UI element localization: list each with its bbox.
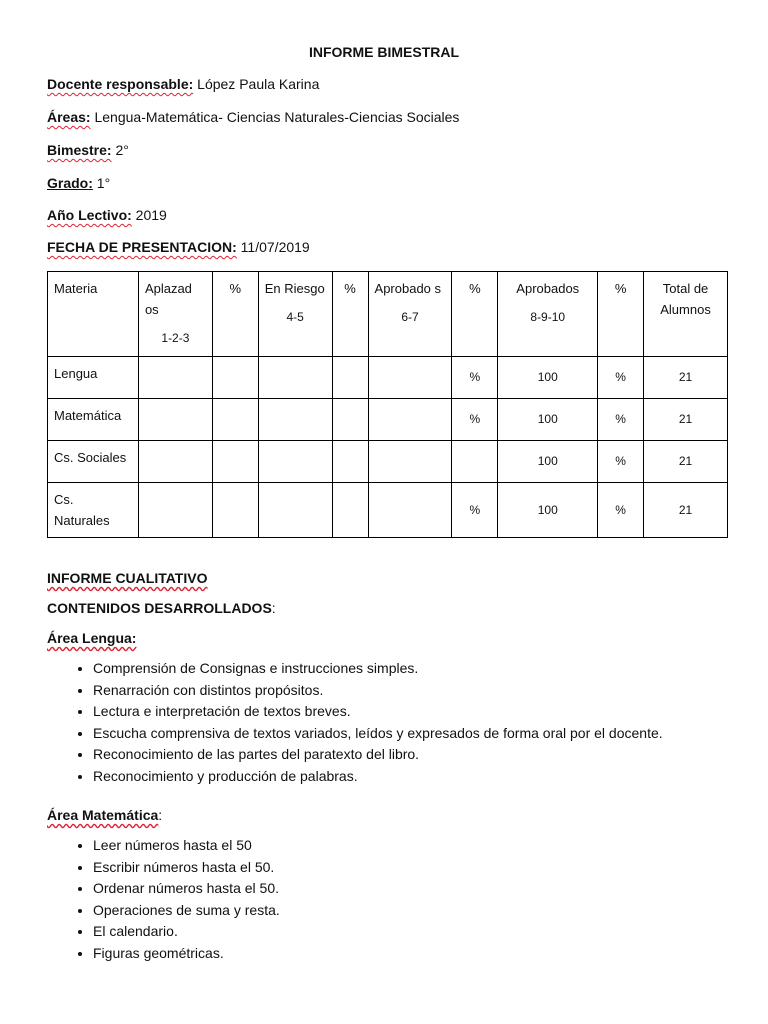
header-pct-2: %: [332, 272, 368, 357]
cell-total: 21: [644, 483, 728, 538]
header-materia: Materia: [48, 272, 139, 357]
list-item: • Leer números hasta el 50: [93, 835, 768, 857]
bimestre-value: 2°: [111, 142, 129, 158]
table-row: [48, 441, 728, 483]
list-item: • Escribir números hasta el 50.: [93, 857, 768, 879]
cell-aprobados: 100: [498, 483, 598, 538]
fecha-field: [47, 239, 310, 255]
cell-pct: %: [598, 441, 644, 483]
document-title: INFORME BIMESTRAL: [308, 44, 460, 60]
lengua-list: [47, 658, 768, 787]
cell-pct: %: [452, 483, 498, 538]
anio-label: Año Lectivo:: [47, 207, 132, 223]
header-pct-3: %: [452, 272, 498, 357]
cell-aprobados: 100: [498, 441, 598, 483]
anio-value: 2019: [131, 207, 167, 223]
bimestre-label: Bimestre:: [47, 142, 112, 158]
cell-aprobados: 100: [498, 357, 598, 399]
header-aplazados: Aplazad os 1-2-3: [138, 272, 212, 357]
cell-materia: Matemática: [48, 399, 139, 441]
cell-aprobados: 100: [498, 399, 598, 441]
list-item: • Reconocimiento de las partes del paratexto del libro.: [93, 744, 768, 766]
contenidos-heading: CONTENIDOS DESARROLLADOS:: [47, 600, 276, 616]
header-pct-1: %: [212, 272, 258, 357]
docente-label: Docente responsable:: [47, 76, 194, 92]
fecha-value: 11/07/2019: [236, 239, 310, 255]
cell-total: 21: [644, 357, 728, 399]
list-item: • Renarración con distintos propósitos.: [93, 680, 768, 702]
areas-field: [47, 109, 459, 125]
cell-pct: %: [452, 399, 498, 441]
cell-total: 21: [644, 441, 728, 483]
list-item: • Figuras geométricas.: [93, 943, 768, 965]
cell-materia: Cs. Sociales: [48, 441, 139, 483]
table-row: [48, 357, 728, 399]
matematica-list: [47, 835, 768, 964]
list-item: • Operaciones de suma y resta.: [93, 900, 768, 922]
cell-pct: %: [598, 357, 644, 399]
area-matematica-heading: Área Matemática:: [47, 807, 163, 823]
anio-field: [47, 207, 167, 223]
fecha-label: FECHA DE PRESENTACION:: [47, 239, 237, 255]
grado-label: Grado:: [47, 175, 93, 191]
docente-field: [47, 76, 319, 92]
grado-value: 1°: [92, 175, 111, 191]
cell-total: 21: [644, 399, 728, 441]
areas-value: Lengua-Matemática- Ciencias Naturales-Ciencias Sociales: [90, 109, 460, 125]
cell-pct: %: [452, 357, 498, 399]
informe-cualitativo-heading: INFORME CUALITATIVO: [47, 570, 208, 586]
header-pct-4: %: [598, 272, 644, 357]
list-item: • Reconocimiento y producción de palabras.: [93, 766, 768, 788]
list-item: • El calendario.: [93, 921, 768, 943]
cell-materia: Lengua: [48, 357, 139, 399]
list-item: • Lectura e interpretación de textos breves.: [93, 701, 768, 723]
areas-label: Áreas:: [47, 109, 91, 125]
list-item: • Comprensión de Consignas e instrucciones simples.: [93, 658, 768, 680]
bimestre-field: [47, 142, 129, 158]
table-header-row: [48, 272, 728, 357]
cell-pct: %: [598, 483, 644, 538]
grades-table: [47, 271, 728, 538]
table-row: [48, 483, 728, 538]
cell-pct: [452, 441, 498, 483]
table-row: [48, 399, 728, 441]
grado-field: [47, 175, 110, 191]
header-en-riesgo: En Riesgo 4-5: [258, 272, 332, 357]
list-item: • Escucha comprensiva de textos variados, leídos y expresados de forma oral por el docente.: [93, 723, 768, 745]
area-lengua-heading: Área Lengua:: [47, 630, 137, 646]
docente-value: López Paula Karina: [193, 76, 320, 92]
header-total: Total de Alumnos: [644, 272, 728, 357]
list-item: • Ordenar números hasta el 50.: [93, 878, 768, 900]
header-aprobados-2: Aprobados 8-9-10: [498, 272, 598, 357]
cell-materia: Cs. Naturales: [48, 483, 139, 538]
header-aprobados-1: Aprobado s 6-7: [368, 272, 452, 357]
cell-pct: %: [598, 399, 644, 441]
